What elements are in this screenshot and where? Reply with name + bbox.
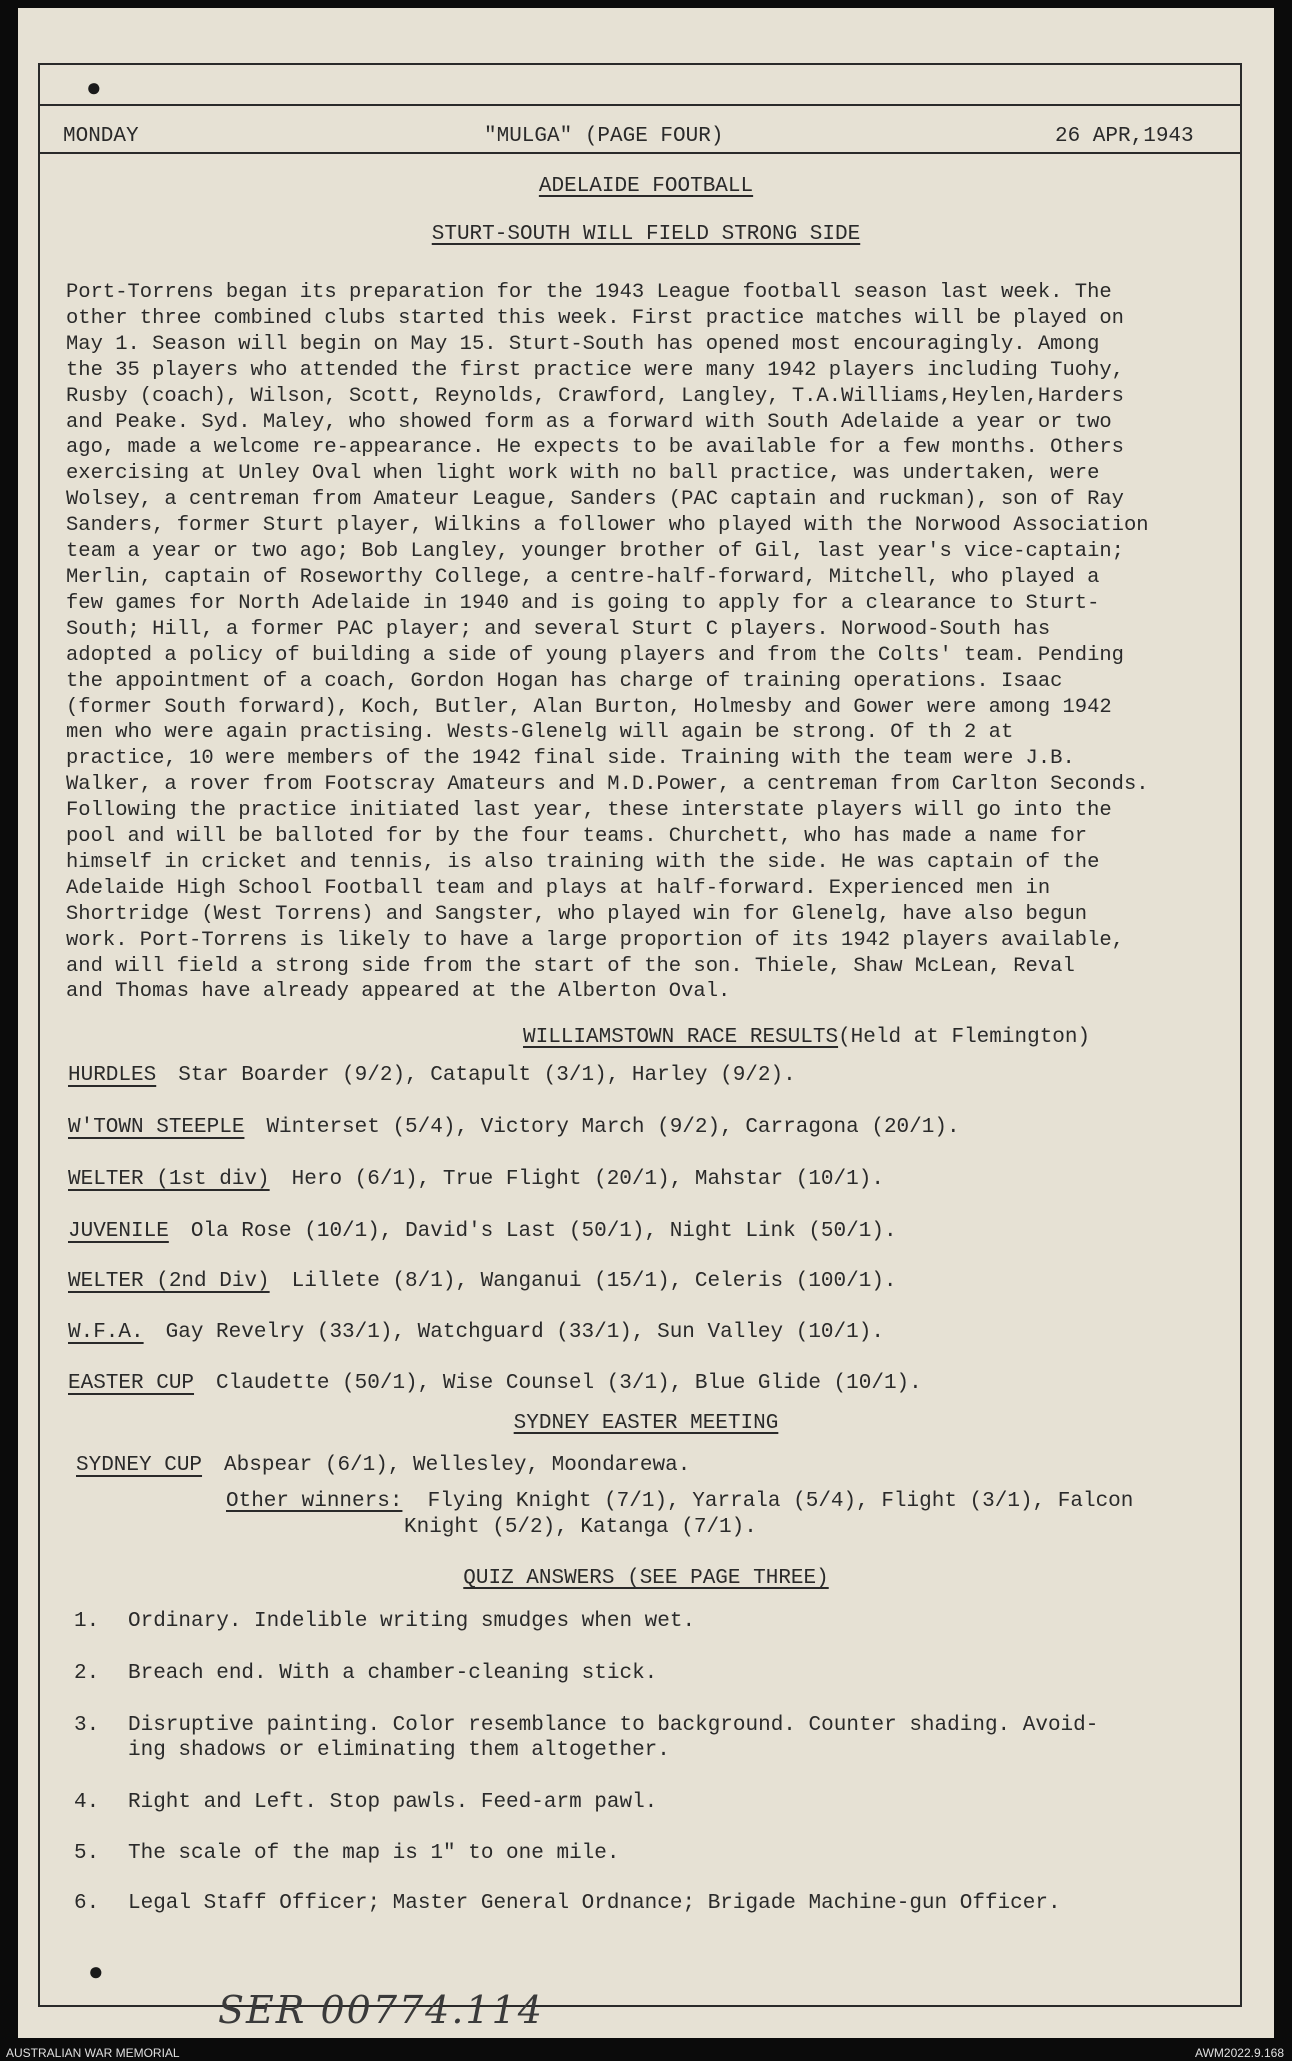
quiz-text: Disruptive painting. Color resemblance to background. Counter shading. Avoid- [128, 1714, 1099, 1737]
sydney-heading: SYDNEY EASTER MEETING [513, 1412, 779, 1435]
williamstown-subheading: (Held at Flemington) [838, 1026, 1091, 1049]
article-line: exercising at Unley Oval when light work with no ball practice, was undertaken, were [66, 462, 1100, 486]
quiz-text: Breach end. With a chamber-cleaning stick. [128, 1662, 658, 1685]
article-line: and Thomas have already appeared at the Alberton Oval. [66, 980, 731, 1004]
quiz-text: Right and Left. Stop pawls. Feed-arm pawl. [128, 1791, 658, 1814]
race-label: W.F.A. [68, 1321, 144, 1344]
race-row [68, 1116, 960, 1139]
race-row [68, 1321, 884, 1344]
race-row [68, 1372, 922, 1395]
quiz-item [74, 1790, 657, 1815]
article-line: Adelaide High School Football team and plays at half-forward. Experienced men in [66, 876, 1051, 900]
quiz-number: 1. [74, 1610, 100, 1633]
header-rule-bottom [38, 152, 1240, 154]
article-line: Merlin, captain of Roseworthy College, a centre-half-forward, Mitchell, who played a [66, 565, 1100, 589]
quiz-item [74, 1713, 1098, 1763]
quiz-text: Legal Staff Officer; Master General Ordnance; Brigade Machine-gun Officer. [128, 1892, 1061, 1915]
quiz-text-continued: ing shadows or eliminating them altogether. [128, 1739, 670, 1762]
quiz-item [74, 1609, 695, 1634]
article-line: the appointment of a coach, Gordon Hogan has charge of training operations. Isaac [66, 669, 1063, 693]
article-line: May 1. Season will begin on May 15. Sturt-South has opened most encouragingly. Among [66, 332, 1100, 356]
quiz-number: 2. [74, 1662, 100, 1685]
article-line: the 35 players who attended the first practice were many 1942 players including Tuohy, [66, 358, 1124, 382]
header-date: 26 APR,1943 [1055, 125, 1194, 148]
article-line: Port-Torrens began its preparation for the 1943 League football season last week. The [66, 281, 1112, 304]
race-label: WELTER (1st div) [68, 1168, 270, 1191]
other-winners-label: Other winners: [226, 1490, 403, 1513]
article-line: pool and will be balloted for by the four teams. Churchett, who has made a name for [66, 825, 1088, 849]
race-row [68, 1168, 884, 1191]
article-line: himself in cricket and tennis, is also training with the side. He was captain of the [66, 850, 1100, 874]
other-winners [226, 1489, 1133, 1541]
other-winners-line1: Flying Knight (7/1), Yarrala (5/4), Flight (3/1), Falcon [427, 1490, 1134, 1513]
article-line: few games for North Adelaide in 1940 and is going to apply for a clearance to Sturt- [66, 591, 1100, 615]
race-result: Ola Rose (10/1), David's Last (50/1), Night Link (50/1). [190, 1220, 897, 1243]
race-result: Winterset (5/4), Victory March (9/2), Carragona (20/1). [266, 1116, 960, 1139]
race-result: Lillete (8/1), Wanganui (15/1), Celeris (100/1). [291, 1270, 897, 1293]
article-line: team a year or two ago; Bob Langley, younger brother of Gil, last year's vice-captain; [66, 540, 1124, 564]
article-line: Wolsey, a centreman from Amateur League, Sanders (PAC captain and ruckman), son of Ray [66, 488, 1124, 512]
article-line: other three combined clubs started this week. First practice matches will be played on [66, 306, 1124, 330]
race-row [68, 1220, 897, 1243]
other-winners-line2: Knight (5/2), Katanga (7/1). [404, 1516, 757, 1539]
race-label: JUVENILE [68, 1220, 169, 1243]
punch-mark-bottom: ● [88, 1958, 104, 1988]
race-result: Star Boarder (9/2), Catapult (3/1), Harley (9/2). [178, 1064, 796, 1087]
footer-accession: AWM2022.9.168 [1195, 2046, 1284, 2060]
article-line: Sanders, former Sturt player, Wilkins a follower who played with the Norwood Association [66, 514, 1149, 538]
sydney-cup-row [76, 1454, 690, 1477]
quiz-text: Ordinary. Indelible writing smudges when wet. [128, 1610, 696, 1633]
header-title: "MULGA" (PAGE FOUR) [484, 125, 724, 148]
article-line: and Peake. Syd. Maley, who showed form as a forward with South Adelaide a year or two [66, 410, 1112, 434]
quiz-number: 3. [74, 1714, 100, 1737]
section-title: ADELAIDE FOOTBALL [538, 175, 754, 198]
article-line: men who were again practising. Wests-Glenelg will again be strong. Of th 2 at [66, 721, 1014, 745]
article-line: (former South forward), Koch, Butler, Alan Burton, Holmesby and Gower were among 1942 [66, 695, 1112, 719]
handwritten-reference: SER 00774.114 [218, 1988, 544, 2032]
race-label: SYDNEY CUP [76, 1454, 203, 1477]
article-body [66, 280, 1256, 1005]
race-label: W'TOWN STEEPLE [68, 1116, 245, 1139]
quiz-heading: QUIZ ANSWERS (SEE PAGE THREE) [463, 1567, 829, 1590]
quiz-text: The scale of the map is 1" to one mile. [128, 1842, 620, 1865]
quiz-number: 5. [74, 1842, 100, 1865]
punch-mark: ● [86, 74, 102, 104]
quiz-number: 6. [74, 1892, 100, 1915]
race-result: Gay Revelry (33/1), Watchguard (33/1), Sun Valley (10/1). [165, 1321, 884, 1344]
quiz-item [74, 1661, 657, 1686]
quiz-item [74, 1841, 619, 1866]
race-result: Abspear (6/1), Wellesley, Moondarewa. [224, 1454, 691, 1477]
article-line: ago, made a welcome re-appearance. He expects to be available for a few months. Others [66, 436, 1124, 460]
article-line: Shortridge (West Torrens) and Sangster, who played win for Glenelg, have also begun [66, 902, 1088, 926]
article-line: and will field a strong side from the start of the son. Thiele, Shaw McLean, Reval [66, 954, 1075, 978]
williamstown-heading: WILLIAMSTOWN RACE RESULTS(Held at Flemington) [523, 1026, 1091, 1049]
header-rule-top [38, 104, 1240, 106]
article-line: Rusby (coach), Wilson, Scott, Reynolds, Crawford, Langley, T.A.Williams,Heylen,Harders [66, 384, 1124, 408]
headline: STURT-SOUTH WILL FIELD STRONG SIDE [431, 223, 861, 246]
article-line: practice, 10 were members of the 1942 final side. Training with the team were J.B. [66, 747, 1075, 771]
article-line: Walker, a rover from Footscray Amateurs and M.D.Power, a centreman from Carlton Seconds. [66, 773, 1149, 797]
race-label: EASTER CUP [68, 1372, 195, 1395]
article-line: work. Port-Torrens is likely to have a large proportion of its 1942 players available, [66, 928, 1124, 952]
quiz-number: 4. [74, 1791, 100, 1814]
document-page [18, 8, 1274, 2038]
article-line: South; Hill, a former PAC player; and several Sturt C players. Norwood-South has [66, 617, 1051, 641]
header-day: MONDAY [63, 125, 139, 148]
race-label: HURDLES [68, 1064, 157, 1087]
race-row [68, 1270, 897, 1293]
race-result: Hero (6/1), True Flight (20/1), Mahstar (10/1). [291, 1168, 884, 1191]
race-result: Claudette (50/1), Wise Counsel (3/1), Blue Glide (10/1). [216, 1372, 922, 1395]
race-row [68, 1064, 796, 1087]
article-line: Following the practice initiated last year, these interstate players will go into the [66, 799, 1112, 823]
footer-institution: AUSTRALIAN WAR MEMORIAL [6, 2046, 180, 2060]
quiz-item [74, 1891, 1061, 1916]
race-label: WELTER (2nd Div) [68, 1270, 270, 1293]
article-line: adopted a policy of building a side of young players and from the Colts' team. Pending [66, 643, 1124, 667]
